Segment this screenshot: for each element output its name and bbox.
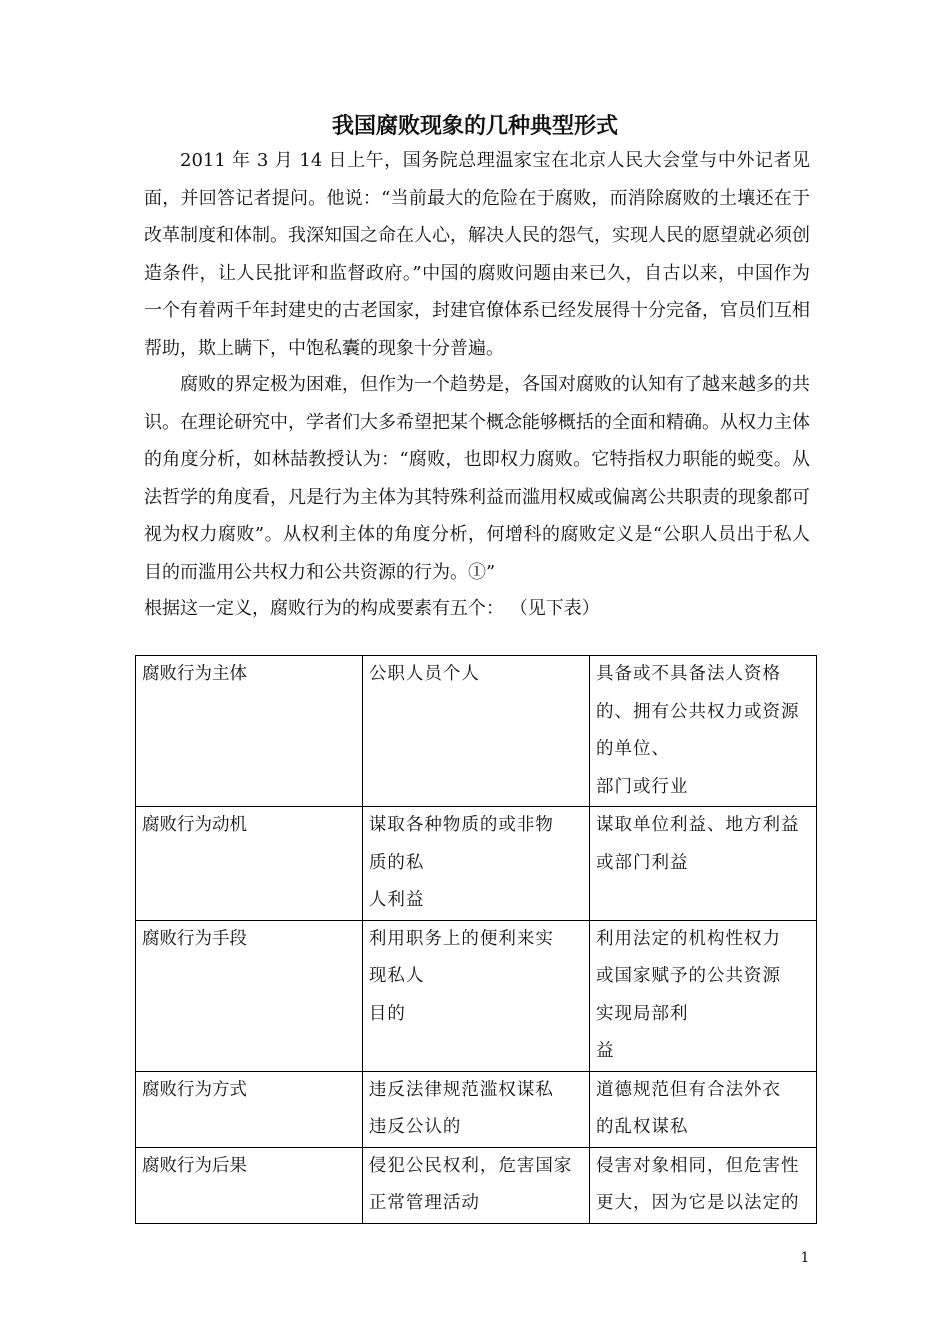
- table-cell-collective: 具备或不具备法人资格 的、拥有公共权力或资源 的单位、 部门或行业: [589, 656, 816, 807]
- paragraph-1: 2011 年 3 月 14 日上午，国务院总理温家宝在北京人民大会堂与中外记者见面，并回答记者提问。他说：“当前最大的危险在于腐败，而消除腐败的土壤还在于改革制度和体制。我深知国之命在人心，解决人民的怨气，实现人民的愿望就必须创造条件，让人民批评和监督政府。”中国的腐败问题由来已久，自古以来，中国作为一个有着两千年封建史的古老国家，封建官僚体系已经发展得十分完备，官员们互相帮助，欺上瞒下，中饱私囊的现象十分普遍。: [144, 150, 810, 359]
- table-row: [136, 1071, 817, 1147]
- table-cell-individual: 利用职务上的便利来实 现私人 目的: [362, 920, 589, 1071]
- table-row: [136, 807, 817, 921]
- table-row: [136, 920, 817, 1071]
- table-cell-element: 腐败行为主体: [136, 656, 363, 807]
- table-row: [136, 656, 817, 807]
- table-cell-collective: 道德规范但有合法外衣 的乱权谋私: [589, 1071, 816, 1147]
- corruption-elements-table: [135, 655, 817, 1224]
- table-cell-element: 腐败行为后果: [136, 1147, 363, 1223]
- table-row: [136, 1147, 817, 1223]
- paragraph-2: 腐败的界定极为困难，但作为一个趋势是，各国对腐败的认知有了越来越多的共识。在理论研究中，学者们大多希望把某个概念能够概括的全面和精确。从权力主体的角度分析，如林喆教授认为：“腐败，也即权力腐败。它特指权力职能的蜕变。从法哲学的角度看，凡是行为主体为其特殊利益而滥用权威或偏离公共职责的现象都可视为权力腐败”。从权利主体的角度分析，何增科的腐败定义是“公职人员出于私人目的而滥用公共权力和公共资源的行为。①”: [144, 374, 810, 583]
- page-number: 1: [800, 1250, 810, 1266]
- table-cell-individual: 侵犯公民权利，危害国家 正常管理活动: [362, 1147, 589, 1223]
- table-cell-element: 腐败行为动机: [136, 807, 363, 921]
- table-cell-element: 腐败行为手段: [136, 920, 363, 1071]
- table-cell-collective: 谋取单位利益、地方利益 或部门利益: [589, 807, 816, 921]
- table-cell-individual: 公职人员个人: [362, 656, 589, 807]
- table-cell-individual: 违反法律规范滥权谋私 违反公认的: [362, 1071, 589, 1147]
- table-cell-individual: 谋取各种物质的或非物 质的私 人利益: [362, 807, 589, 921]
- table-cell-collective: 侵害对象相同，但危害性 更大，因为它是以法定的: [589, 1147, 816, 1223]
- paragraph-3: 根据这一定义，腐败行为的构成要素有五个： （见下表）: [144, 598, 600, 619]
- document-title: 我国腐败现象的几种典型形式: [331, 114, 618, 139]
- table-cell-collective: 利用法定的机构性权力 或国家赋予的公共资源 实现局部利 益: [589, 920, 816, 1071]
- table-cell-element: 腐败行为方式: [136, 1071, 363, 1147]
